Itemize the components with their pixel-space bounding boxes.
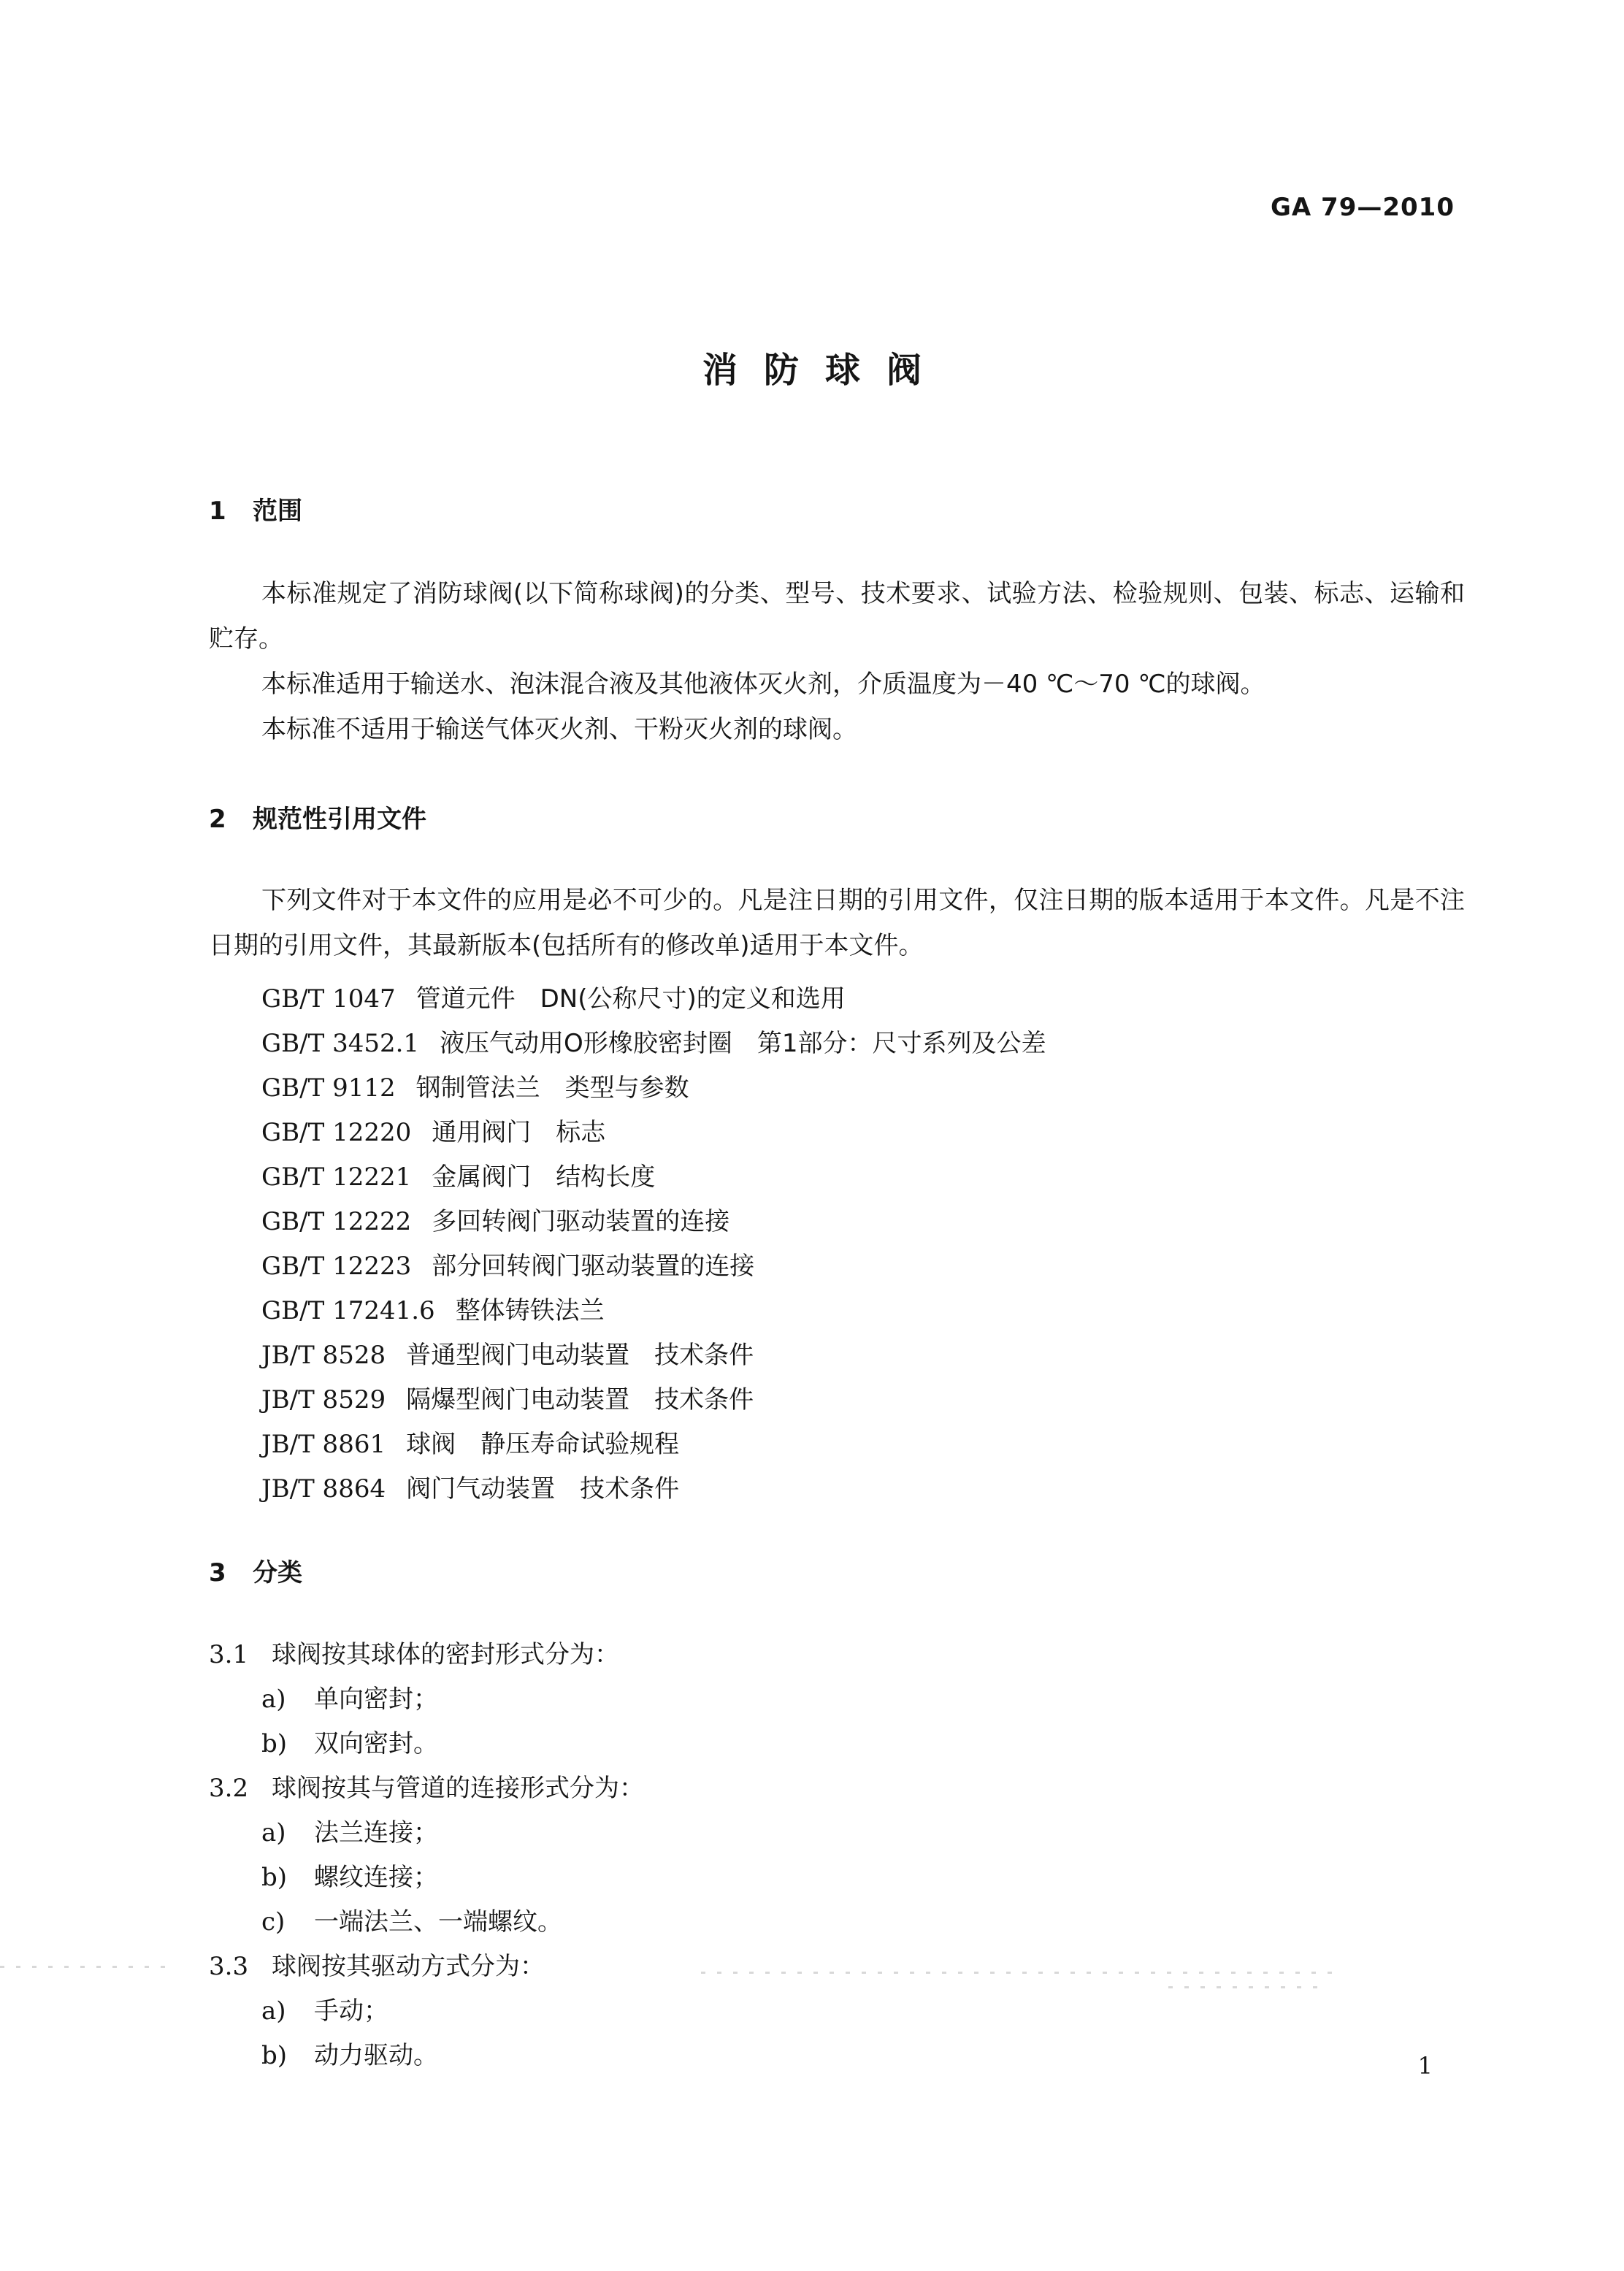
reference-code: JB/T 8861 <box>261 1430 386 1459</box>
reference-item <box>261 1246 754 1282</box>
section-2-heading <box>209 799 426 835</box>
reference-title: 金属阀门 结构长度 <box>432 1163 656 1192</box>
reference-code: JB/T 8528 <box>261 1341 386 1370</box>
clause-number: 3.1 <box>209 1640 249 1669</box>
reference-title: 钢制管法兰 类型与参数 <box>415 1073 689 1103</box>
reference-code: GB/T 1047 <box>261 984 396 1014</box>
list-item <box>261 1679 438 1715</box>
clause-text: 球阀按其与管道的连接形式分为： <box>272 1774 644 1803</box>
item-text: 一端法兰、一端螺纹。 <box>314 1907 562 1937</box>
reference-code: GB/T 12220 <box>261 1118 412 1147</box>
reference-title: 通用阀门 标志 <box>432 1118 606 1147</box>
reference-code: GB/T 9112 <box>261 1073 396 1103</box>
reference-title: 阀门气动装置 技术条件 <box>406 1474 680 1504</box>
list-item <box>261 1812 438 1848</box>
list-item <box>261 1902 562 1937</box>
reference-code: JB/T 8529 <box>261 1385 386 1414</box>
reference-code: GB/T 3452.1 <box>261 1029 420 1058</box>
clause-3-1 <box>209 1634 619 1670</box>
item-mark: a) <box>261 1685 286 1714</box>
item-text: 动力驱动。 <box>314 2041 438 2070</box>
reference-item <box>261 1424 679 1460</box>
reference-title: 部分回转阀门驱动装置的连接 <box>432 1252 755 1281</box>
item-mark: b) <box>261 1863 288 1892</box>
reference-code: JB/T 8864 <box>261 1474 386 1504</box>
reference-code: GB/T 12222 <box>261 1207 412 1236</box>
item-text: 双向密封。 <box>314 1729 438 1758</box>
section-title: 范围 <box>253 497 302 526</box>
list-item <box>261 1857 438 1893</box>
reference-item <box>261 1023 1046 1059</box>
section-title: 规范性引用文件 <box>253 805 426 834</box>
reference-item <box>261 1068 689 1103</box>
clause-text: 球阀按其球体的密封形式分为： <box>272 1640 619 1669</box>
item-text: 手动； <box>314 1996 388 2026</box>
clause-text: 球阀按其驱动方式分为： <box>272 1952 545 1981</box>
reference-item <box>261 1112 605 1148</box>
reference-title: 整体铸铁法兰 <box>455 1296 605 1325</box>
reference-title: 普通型阀门电动装置 技术条件 <box>406 1341 754 1370</box>
section-3-heading <box>209 1552 302 1588</box>
standard-code: GA 79—2010 <box>1270 193 1455 222</box>
page-number: 1 <box>1417 2052 1433 2080</box>
clause-number: 3.3 <box>209 1952 249 1981</box>
clause-3-3 <box>209 1946 545 1982</box>
reference-item <box>261 1290 605 1326</box>
reference-title: 管道元件 DN(公称尺寸)的定义和选用 <box>415 984 846 1014</box>
reference-title: 隔爆型阀门电动装置 技术条件 <box>406 1385 754 1414</box>
section-1-heading <box>209 491 302 526</box>
reference-item <box>261 1379 754 1415</box>
scan-noise <box>0 1966 175 1968</box>
item-text: 单向密封； <box>314 1685 438 1714</box>
list-item <box>261 1723 438 1759</box>
section-title: 分类 <box>253 1558 302 1588</box>
scope-paragraph-3: 本标准不适用于输送气体灭火剂、干粉灭火剂的球阀。 <box>261 715 857 744</box>
item-mark: b) <box>261 1729 288 1758</box>
reference-item <box>261 1335 754 1371</box>
references-intro: 下列文件对于本文件的应用是必不可少的。凡是注日期的引用文件，仅注日期的版本适用于本文件。凡是不注日期的引用文件，其最新版本(包括所有的修改单)适用于本文件。 <box>209 886 1465 960</box>
item-mark: a) <box>261 1818 286 1847</box>
section-number: 3 <box>209 1558 226 1588</box>
reference-item <box>261 1201 729 1237</box>
reference-item <box>261 1468 679 1504</box>
item-mark: c) <box>261 1907 286 1937</box>
section-number: 2 <box>209 805 226 834</box>
reference-item <box>261 1157 655 1192</box>
document-title: 消防球阀 <box>702 350 948 391</box>
item-text: 法兰连接； <box>314 1818 438 1847</box>
item-text: 螺纹连接； <box>314 1863 438 1892</box>
clause-number: 3.2 <box>209 1774 249 1803</box>
item-mark: a) <box>261 1996 286 2026</box>
section-number: 1 <box>209 497 226 526</box>
reference-item <box>261 979 846 1014</box>
list-item <box>261 2035 438 2071</box>
reference-title: 多回转阀门驱动装置的连接 <box>432 1207 730 1236</box>
scope-paragraph-1: 本标准规定了消防球阀(以下简称球阀)的分类、型号、技术要求、试验方法、检验规则、包装、标志、运输和贮存。 <box>209 579 1465 654</box>
reference-title: 球阀 静压寿命试验规程 <box>406 1430 680 1459</box>
clause-3-2 <box>209 1768 644 1804</box>
reference-code: GB/T 12223 <box>261 1252 412 1281</box>
scan-noise <box>701 1972 1344 1974</box>
reference-code: GB/T 17241.6 <box>261 1296 435 1325</box>
scan-noise <box>1168 1986 1329 1988</box>
reference-title: 液压气动用O形橡胶密封圈 第1部分：尺寸系列及公差 <box>440 1029 1046 1058</box>
item-mark: b) <box>261 2041 288 2070</box>
reference-code: GB/T 12221 <box>261 1163 412 1192</box>
scope-paragraph-2: 本标准适用于输送水、泡沫混合液及其他液体灭火剂，介质温度为－40 ℃～70 ℃的球阀。 <box>261 670 1265 699</box>
list-item <box>261 1991 388 2026</box>
